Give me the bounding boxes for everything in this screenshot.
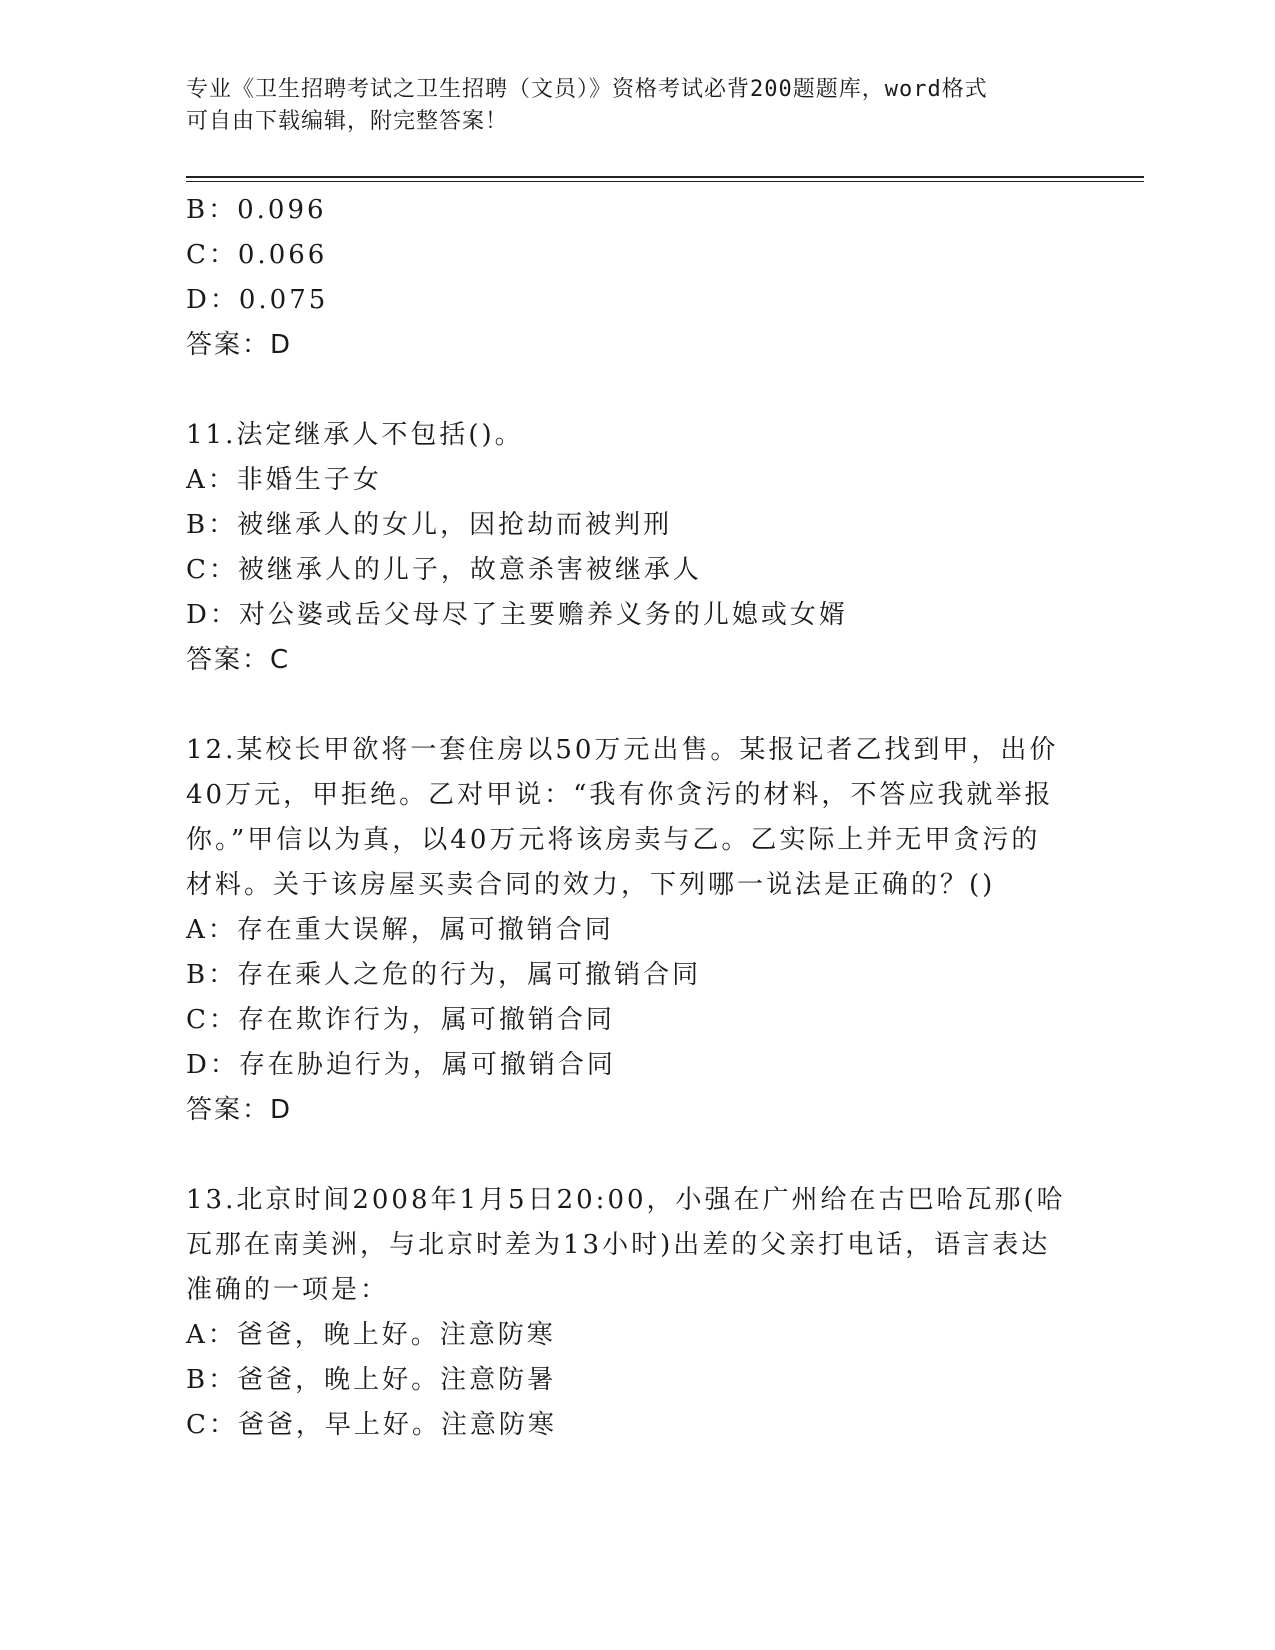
question-content xyxy=(186,188,1086,1448)
option-c: C：被继承人的儿子，故意杀害被继承人 xyxy=(186,555,702,585)
question-stem-line: 12.某校长甲欲将一套住房以50万元出售。某报记者乙找到甲，出价 xyxy=(186,735,1059,765)
header-divider-thick xyxy=(186,176,1144,178)
option-d: D：对公婆或岳父母尽了主要赡养义务的儿媳或女婿 xyxy=(186,600,848,630)
answer-line: 答案：D xyxy=(186,330,293,360)
option-a: A：非婚生子女 xyxy=(186,465,382,495)
question-stem-line: 材料。关于该房屋买卖合同的效力，下列哪一说法是正确的？() xyxy=(186,870,996,900)
option-d: D：0.075 xyxy=(186,285,329,315)
option-a: A：存在重大误解，属可撤销合同 xyxy=(186,915,614,945)
question-11 xyxy=(186,413,1086,683)
question-stem-line: 40万元，甲拒绝。乙对甲说：“我有你贪污的材料，不答应我就举报 xyxy=(186,780,1054,810)
header-title-line-2: 可自由下载编辑，附完整答案！ xyxy=(186,109,509,134)
document-header xyxy=(186,74,1066,138)
question-13 xyxy=(186,1178,1086,1448)
option-b: B：存在乘人之危的行为，属可撤销合同 xyxy=(186,960,702,990)
prev-question-block xyxy=(186,188,1086,368)
spacer xyxy=(186,368,1086,413)
question-stem: 11.法定继承人不包括()。 xyxy=(186,420,524,450)
question-stem-line: 你。”甲信以为真，以40万元将该房卖与乙。乙实际上并无甲贪污的 xyxy=(186,825,1041,855)
question-stem-line: 13.北京时间2008年1月5日20:00，小强在广州给在古巴哈瓦那(哈 xyxy=(186,1185,1066,1215)
option-c: C：存在欺诈行为，属可撤销合同 xyxy=(186,1005,615,1035)
answer-line: 答案：D xyxy=(186,1095,293,1125)
question-stem-line: 准确的一项是： xyxy=(186,1275,390,1305)
spacer xyxy=(186,1133,1086,1178)
answer-line: 答案：C xyxy=(186,645,291,675)
option-c: C：0.066 xyxy=(186,240,328,270)
header-title-line-1: 专业《卫生招聘考试之卫生招聘（文员）》资格考试必背200题题库，word格式 xyxy=(186,77,988,102)
option-b: B：0.096 xyxy=(186,195,327,225)
question-12 xyxy=(186,728,1086,1133)
option-c: C：爸爸，早上好。注意防寒 xyxy=(186,1410,557,1440)
option-d: D：存在胁迫行为，属可撤销合同 xyxy=(186,1050,616,1080)
option-b: B：爸爸，晚上好。注意防暑 xyxy=(186,1365,557,1395)
header-divider-thin xyxy=(186,181,1144,182)
option-a: A：爸爸，晚上好。注意防寒 xyxy=(186,1320,556,1350)
spacer xyxy=(186,683,1086,728)
question-stem-line: 瓦那在南美洲，与北京时差为13小时)出差的父亲打电话，语言表达 xyxy=(186,1230,1051,1260)
option-b: B：被继承人的女儿，因抢劫而被判刑 xyxy=(186,510,673,540)
